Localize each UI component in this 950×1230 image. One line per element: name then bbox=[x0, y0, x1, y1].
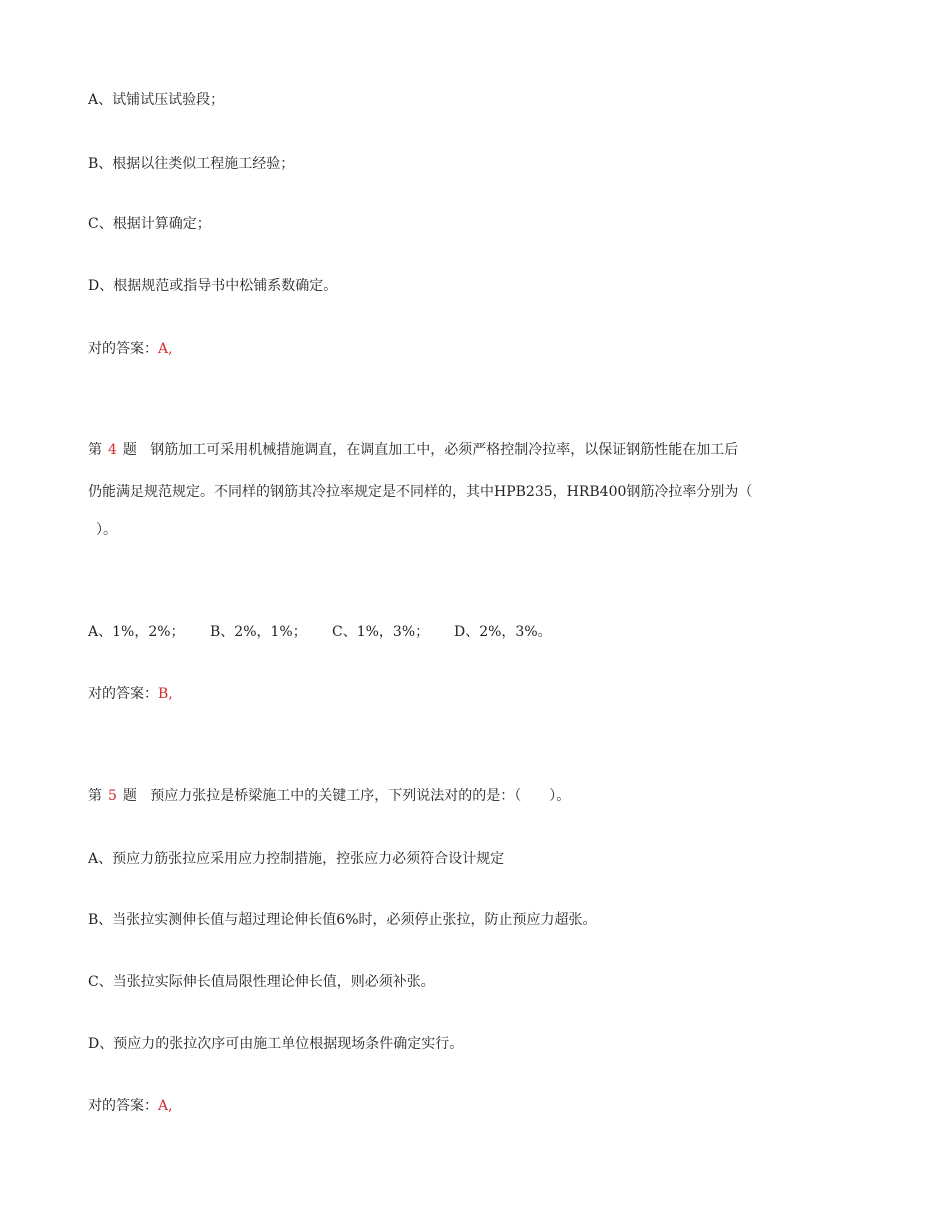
q5-option-b: B、当张拉实测伸长值与超过理论伸长值6%时，必须停止张拉，防止预应力超张。 bbox=[88, 912, 597, 928]
q3-answer bbox=[88, 339, 173, 359]
question-number: 5 bbox=[108, 788, 117, 804]
question-number: 4 bbox=[108, 442, 117, 458]
answer-value: B, bbox=[158, 686, 173, 702]
q5-option-a: A、预应力筋张拉应采用应力控制措施，控张应力必须符合设计规定 bbox=[88, 851, 505, 867]
answer-value: A, bbox=[158, 1098, 173, 1114]
question-text: 预应力张拉是桥梁施工中的关键工序，下列说法对的的是：（ ）。 bbox=[150, 788, 571, 804]
q5-stem bbox=[88, 786, 570, 806]
q4-answer bbox=[88, 684, 173, 704]
q3-option-c: C、根据计算确定； bbox=[88, 216, 211, 232]
question-text-line1: 钢筋加工可采用机械措施调直，在调直加工中，必须严格控制冷拉率，以保证钢筋性能在加工后 bbox=[150, 442, 739, 458]
q4-option-d: D、2%，3%。 bbox=[454, 624, 552, 640]
q5-option-c: C、当张拉实际伸长值局限性理论伸长值，则必须补张。 bbox=[88, 974, 435, 990]
question-suffix: 题 bbox=[122, 788, 137, 804]
q3-option-d: D、根据规范或指导书中松铺系数确定。 bbox=[88, 278, 338, 294]
q4-stem-line1 bbox=[88, 440, 738, 460]
q4-stem-line3: ）。 bbox=[96, 522, 117, 538]
q4-options-row bbox=[88, 622, 552, 642]
q3-option-b: B、根据以往类似工程施工经验； bbox=[88, 156, 295, 172]
q4-option-b: B、2%，1%； bbox=[210, 624, 307, 640]
answer-label: 对的答案： bbox=[88, 686, 158, 702]
question-prefix: 第 bbox=[88, 788, 102, 804]
q4-stem-line2: 仍能满足规范规定。不同样的钢筋其冷拉率规定是不同样的，其中HPB235，HRB400钢筋冷拉率分别为（ bbox=[88, 484, 753, 500]
q4-option-a: A、1%，2%； bbox=[88, 624, 185, 640]
answer-label: 对的答案： bbox=[88, 1098, 158, 1114]
question-prefix: 第 bbox=[88, 442, 102, 458]
q5-option-d: D、预应力的张拉次序可由施工单位根据现场条件确定实行。 bbox=[88, 1036, 464, 1052]
question-suffix: 题 bbox=[122, 442, 137, 458]
q3-option-a: A、试铺试压试验段； bbox=[88, 92, 225, 108]
q4-option-c: C、1%，3%； bbox=[332, 624, 430, 640]
answer-label: 对的答案： bbox=[88, 341, 158, 357]
answer-value: A, bbox=[158, 341, 173, 357]
q5-answer bbox=[88, 1096, 173, 1116]
